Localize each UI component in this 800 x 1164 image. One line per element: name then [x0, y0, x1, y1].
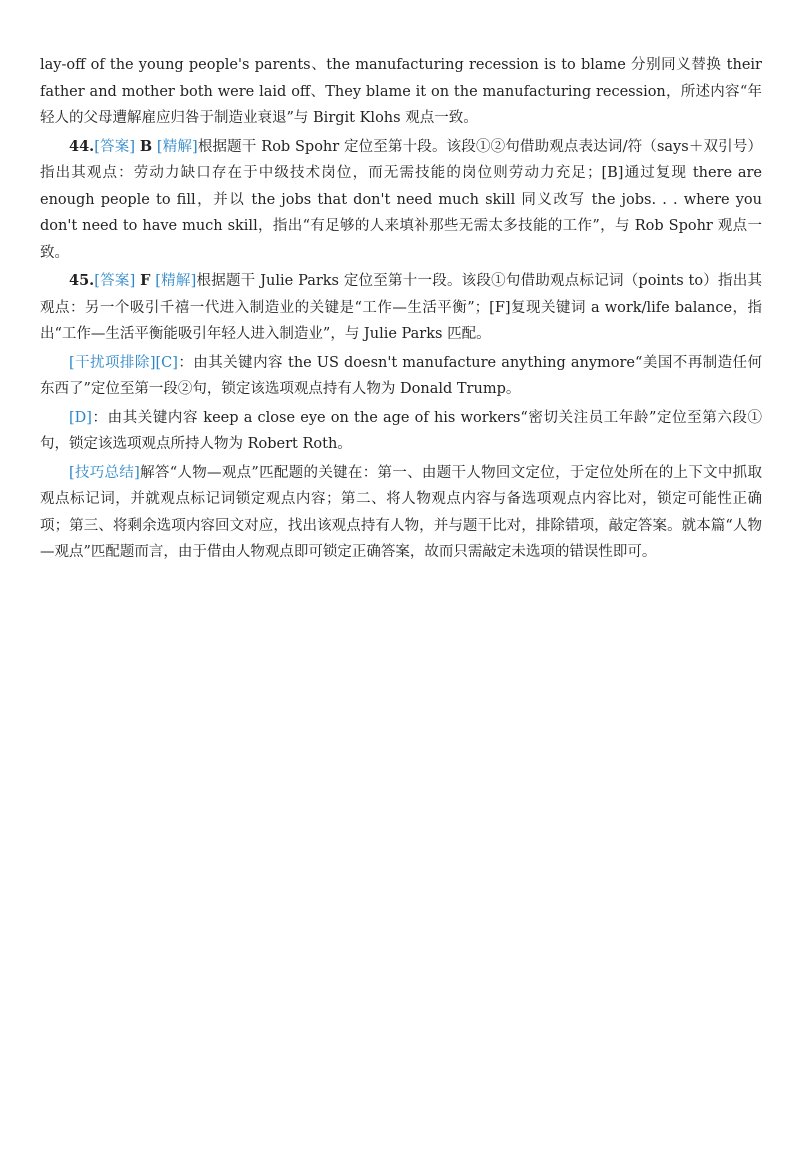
tips-tag: [技巧总结] [69, 464, 140, 481]
explanation-tag: [精解] [156, 138, 198, 155]
explanation-text: 根据题干 Julie Parks 定位至第十一段。该段①句借助观点标记词（points to）指出其观点：另一个吸引千禧一代进入制造业的关键是“工作—生活平衡”；[F]复现关键词 a work/life balance，指出“工作—生活平衡能吸引年轻人进入制造业”，与 Julie Parks 匹配。 [40, 273, 762, 342]
answer-letter: B [139, 137, 153, 155]
answer-tag: [答案] [94, 138, 136, 155]
option-label: [D] [69, 409, 92, 426]
option-label: [C] [155, 354, 178, 371]
answer-tag: [答案] [94, 273, 136, 289]
tips-summary [40, 460, 762, 566]
paragraph-text: lay-off of the young people's parents、the manufacturing recession is to blame 分别同义替换 their father and mother both were laid off、They blame it on the manufacturing recession，所述内容“年轻人的父母遭解雇应归咎于制造业衰退”与 Birgit Klohs 观点一致。 [40, 57, 762, 126]
paragraph-continued [40, 52, 762, 132]
question-44-explanation [40, 134, 762, 267]
question-45-explanation [40, 268, 762, 348]
question-number: 44. [69, 137, 95, 155]
distractor-text: ：由其关键内容 keep a close eye on the age of his workers“密切关注员工年龄”定位至第六段①句，锁定该选项观点所持人物为 Robert Roth。 [40, 409, 762, 452]
distractor-text: ：由其关键内容 the US doesn't manufacture anything anymore“美国不再制造任何东西了”定位至第一段②句，锁定该选项观点持有人物为 Donald Trump。 [40, 354, 762, 397]
question-number: 45. [69, 272, 95, 289]
distractor-d-explanation [40, 405, 762, 458]
distractor-tag: [干扰项排除] [69, 354, 156, 371]
answer-letter: F [140, 272, 151, 289]
explanation-tag: [精解] [155, 273, 197, 289]
distractor-c-explanation [40, 350, 762, 403]
explanation-text: 根据题干 Rob Spohr 定位至第十段。该段①②句借助观点表达词/符（says＋双引号）指出其观点：劳动力缺口存在于中级技术岗位，而无需技能的岗位则劳动力充足；[B]通过复现 there are enough people to fill，并以 the jobs that don't need much skill 同义改写 the jobs. . . where you don't need to have much skill，指出“有足够的人来填补那些无需太多技能的工作”，与 Rob Spohr 观点一致。 [40, 138, 762, 261]
tips-text: 解答“人物—观点”匹配题的关键在：第一、由题干人物回文定位，于定位处所在的上下文中抓取观点标记词，并就观点标记词锁定观点内容；第二、将人物观点内容与备选项观点内容比对，锁定可能性正确项；第三、将剩余选项内容回文对应，找出该观点持有人物，并与题干比对，排除错项，敲定答案。就本篇“人物—观点”匹配题而言，由于借由人物观点即可锁定正确答案，故而只需敲定未选项的错误性即可。 [40, 464, 762, 560]
explanation-content [40, 52, 762, 566]
